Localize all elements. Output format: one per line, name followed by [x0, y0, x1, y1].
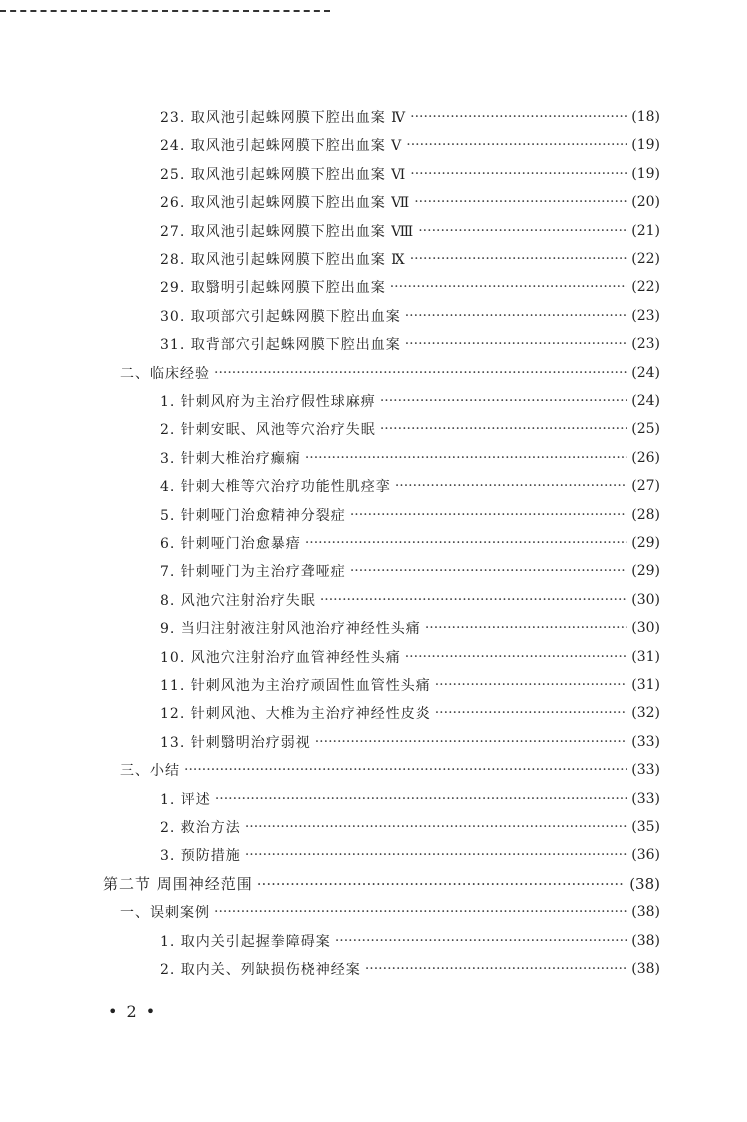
toc-entry: [160, 190, 660, 214]
toc-leader-dots: [257, 875, 625, 893]
toc-leader-dots: [410, 251, 628, 267]
toc-leader-dots: [335, 933, 627, 949]
toc-leader-dots: [245, 819, 627, 835]
toc-entry: [160, 275, 660, 299]
toc-entry-label: 第二节 周围神经范围: [103, 875, 253, 894]
toc-entry: [160, 787, 660, 811]
toc-entry: [160, 957, 660, 981]
toc-entry-page: (24): [631, 364, 660, 381]
toc-entry: [160, 616, 660, 640]
toc-entry-label: 4. 针刺大椎等穴治疗功能性肌痉挛: [160, 479, 391, 496]
toc-entry-page: (38): [631, 961, 660, 977]
toc-leader-dots: [350, 507, 627, 523]
toc-entry-label: 30. 取项部穴引起蛛网膜下腔出血案: [160, 308, 401, 325]
toc-leader-dots: [350, 563, 627, 579]
toc-entry-page: (35): [631, 819, 660, 835]
toc-entry-label: 12. 针刺风池、大椎为主治疗神经性皮炎: [160, 706, 431, 723]
toc-entry: [160, 730, 660, 754]
toc-entry: [160, 929, 660, 953]
toc-entry-label: 8. 风池穴注射治疗失眠: [160, 592, 316, 609]
toc-entry-page: (21): [631, 222, 660, 239]
toc-entry-page: (19): [631, 165, 660, 182]
toc-leader-dots: [405, 308, 628, 324]
toc-entry: [160, 417, 660, 441]
toc-entry-page: (28): [631, 506, 660, 523]
toc-entry: [160, 503, 660, 527]
toc-entry-page: (30): [631, 620, 660, 637]
toc-entry-label: 7. 针刺哑门为主治疗聋哑症: [160, 564, 346, 581]
toc-entry-label: 5. 针刺哑门治愈精神分裂症: [160, 507, 346, 524]
toc-entry-page: (18): [631, 109, 660, 125]
toc-entry: [160, 105, 660, 129]
toc-entry-label: 1. 取内关引起握拳障碍案: [160, 933, 331, 950]
toc-entry-label: 3. 预防措施: [160, 848, 241, 865]
toc-entry-page: (22): [631, 251, 660, 267]
toc-leader-dots: [214, 904, 627, 920]
toc-entry-label: 一、误刺案例: [120, 905, 210, 922]
toc-leader-dots: [395, 478, 627, 494]
toc-entry-page: (23): [631, 336, 660, 353]
toc-entry-page: (32): [631, 705, 660, 722]
toc-leader-dots: [435, 705, 628, 721]
toc-entry-label: 2. 针刺安眠、风池等穴治疗失眠: [160, 422, 376, 439]
toc-entry-page: (38): [629, 874, 660, 893]
toc-entry-label: 28. 取风池引起蛛网膜下腔出血案 Ⅸ: [160, 252, 406, 268]
toc-leader-dots: [305, 535, 627, 551]
toc-entry-label: 二、临床经验: [120, 365, 210, 382]
toc-entry: [120, 758, 660, 782]
toc-entry-page: (20): [631, 194, 660, 211]
toc-leader-dots: [320, 592, 627, 608]
toc-leader-dots: [380, 393, 627, 409]
toc-entry: [160, 843, 660, 867]
toc-entry-label: 9. 当归注射液注射风池治疗神经性头痛: [160, 621, 421, 638]
toc-entry-label: 1. 针刺风府为主治疗假性球麻痹: [160, 394, 376, 410]
toc-entry: [160, 645, 660, 669]
toc-entry-page: (26): [631, 449, 660, 466]
toc-entry-label: 27. 取风池引起蛛网膜下腔出血案 Ⅷ: [160, 223, 415, 240]
toc-entry: [160, 559, 660, 583]
toc-entry-page: (25): [631, 421, 660, 438]
toc-leader-dots: [410, 166, 627, 182]
toc-entry-page: (33): [631, 733, 660, 750]
toc-leader-dots: [405, 649, 628, 665]
toc-leader-dots: [435, 677, 628, 693]
toc-entry-page: (24): [631, 393, 660, 409]
toc-leader-dots: [418, 223, 627, 239]
toc-entry-page: (38): [631, 932, 660, 949]
toc-entry-page: (19): [631, 137, 660, 154]
toc-entry: [160, 588, 660, 612]
toc-entry: [160, 332, 660, 356]
toc-entry: [160, 133, 660, 157]
toc-entry: [120, 361, 660, 385]
toc-entry: [160, 673, 660, 697]
toc-entry-label: 11. 针刺风池为主治疗顽固性血管性头痛: [160, 678, 431, 694]
toc-leader-dots: [214, 365, 627, 381]
toc-entry-label: 26. 取风池引起蛛网膜下腔出血案 Ⅶ: [160, 195, 411, 212]
toc-entry-page: (29): [631, 535, 660, 551]
toc-entry-page: (22): [631, 279, 660, 296]
toc-leader-dots: [365, 961, 627, 977]
toc-leader-dots: [414, 194, 627, 210]
toc-entry-label: 3. 针刺大椎治疗癫痫: [160, 450, 301, 467]
toc-entry-label: 6. 针刺哑门治愈暴瘖: [160, 536, 301, 552]
toc-entry-page: (33): [631, 762, 660, 779]
toc-leader-dots: [390, 279, 628, 295]
toc-leader-dots: [305, 450, 627, 466]
toc-entry-label: 三、小结: [120, 763, 180, 780]
toc-entry-label: 29. 取翳明引起蛛网膜下腔出血案: [160, 280, 386, 297]
toc-entry-page: (31): [631, 648, 660, 665]
toc-leader-dots: [406, 137, 627, 153]
toc-leader-dots: [245, 847, 627, 863]
toc-entry-label: 1. 评述: [160, 791, 211, 808]
toc-leader-dots: [215, 791, 627, 807]
toc-entry-page: (29): [631, 563, 660, 580]
toc-entry: [120, 900, 660, 924]
toc-leader-dots: [410, 109, 627, 125]
toc-entry: [160, 219, 660, 243]
toc-leader-dots: [184, 762, 627, 778]
toc-entry-label: 23. 取风池引起蛛网膜下腔出血案 Ⅳ: [160, 110, 407, 126]
toc-entry-label: 31. 取背部穴引起蛛网膜下腔出血案: [160, 337, 401, 354]
toc-entry-label: 10. 风池穴注射治疗血管神经性头痛: [160, 649, 401, 666]
toc-entry-label: 2. 救治方法: [160, 820, 241, 836]
toc-leader-dots: [405, 336, 628, 352]
toc-entry: [160, 389, 660, 413]
toc-entry-page: (33): [631, 790, 660, 807]
top-dashed-rule: [0, 10, 330, 12]
toc-entry-page: (31): [631, 677, 660, 693]
page-number: • 2 •: [108, 1002, 158, 1021]
toc-leader-dots: [380, 421, 627, 437]
toc-entry: [103, 872, 660, 896]
toc-entry-label: 13. 针刺翳明治疗弱视: [160, 734, 311, 751]
toc-leader-dots: [425, 620, 627, 636]
toc-leader-dots: [315, 734, 628, 750]
toc-entry-label: 2. 取内关、列缺损伤桡神经案: [160, 962, 361, 978]
toc-entry-page: (27): [631, 478, 660, 495]
toc-entry: [160, 815, 660, 839]
toc-entry: [160, 701, 660, 725]
toc-entry-page: (36): [631, 847, 660, 864]
toc-entry-page: (30): [631, 591, 660, 608]
toc-entry: [160, 304, 660, 328]
toc-entry: [160, 474, 660, 498]
toc-entry-label: 24. 取风池引起蛛网膜下腔出血案 Ⅴ: [160, 138, 403, 155]
toc-entry: [160, 531, 660, 555]
toc-entry: [160, 247, 660, 271]
toc-entry-label: 25. 取风池引起蛛网膜下腔出血案 Ⅵ: [160, 166, 407, 183]
toc-entry-page: (38): [631, 904, 660, 921]
toc-entry-page: (23): [631, 307, 660, 324]
toc-entry: [160, 446, 660, 470]
toc-entry: [160, 162, 660, 186]
